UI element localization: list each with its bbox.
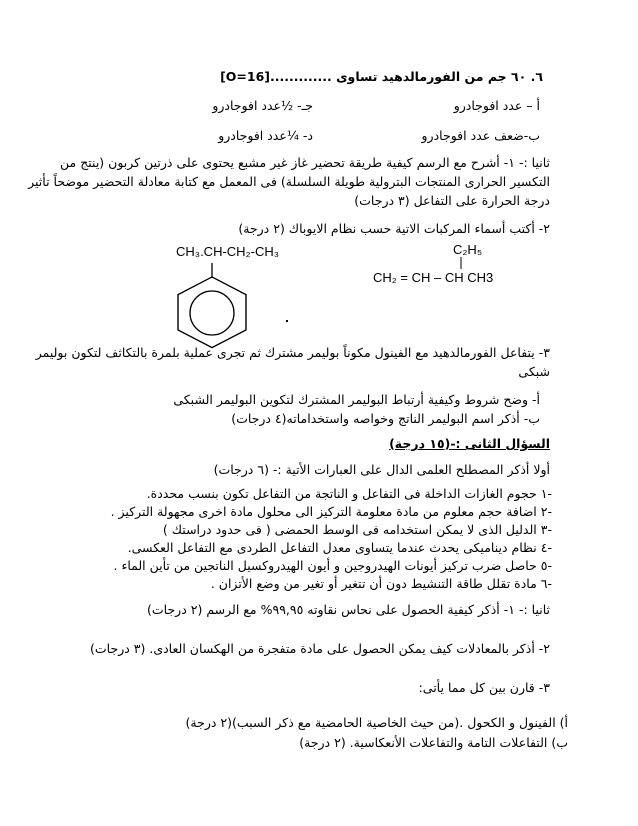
compare-a: أ) الفينول و الكحول .(من حيث الخاصية الحامضية مع ذكر السبب)(٢ درجة): [185, 715, 568, 730]
list-item: [114, 558, 553, 574]
part2-q3-line2: شبكى: [518, 364, 550, 379]
item-number: -٢: [540, 504, 552, 519]
part2-q2: ٢- أكتب أسماء المركبات الاتية حسب نظام الايوباك (٢ درجة): [238, 221, 550, 236]
part2-q1-line1: ثانيا :- ١- أشرح مع الرسم كيفية طريقة تحضير غاز غير مشبع يحتوى على ذرتين كربون (ينتج من: [60, 155, 550, 170]
chem-formula-main: CH₂ = CH – CH CH3: [373, 270, 494, 285]
item-text: حاصل ضرب تركيز أيونات الهيدروجين و أيون الهيدروكسيل الناتجين من تأين الماء .: [113, 558, 537, 573]
item-text: اضافة حجم معلوم من مادة معلومة التركيز الى محلول مادة اخرى مجهولة التركيز .: [110, 504, 537, 519]
list-item: [128, 540, 552, 556]
item-number: -٣: [540, 522, 552, 537]
item-text: نظام ديناميكى يحدث عندما يتساوى معدل التفاعل الطردى مع التفاعل العكسى.: [127, 540, 537, 555]
list-item: [211, 576, 552, 592]
item-text: مادة تقلل طاقة التنشيط دون أن تتغير أو تغير من وضع الأتزان .: [210, 576, 537, 591]
benzene-ring-diagram: [175, 263, 265, 353]
dot-mark: [286, 320, 288, 322]
part2-q1-line2: التكسير الحرارى المنتجات البترولية طويلة السلسلة) فى المعمل مع كتابة معادلة التحضير موضحاً تأثير: [28, 174, 550, 189]
q6-title: ٦. ٦٠ جم من الفورمالدهيد تساوى .............[O=16]: [220, 69, 543, 84]
item-number: -١: [540, 486, 552, 501]
list-item: [147, 486, 552, 502]
section2-second-q1: ثانيا :- ١- أذكر كيفية الحصول على نحاس نقاوته ٩٩,٩٥% مع الرسم (٢ درجات): [147, 602, 550, 617]
list-item: [163, 522, 552, 538]
compare-b: ب) التفاعلات التامة والتفاعلات الأنعكاسية. (٢ درجة): [299, 735, 568, 750]
chem-formula-left: CH₃.CH-CH₂-CH₃: [176, 244, 280, 259]
bond-line: [459, 257, 463, 269]
item-number: -٤: [540, 540, 552, 555]
q6-option-j: جـ- ½عدد افوجادرو: [212, 98, 313, 113]
list-item: [111, 504, 552, 520]
section2-first: أولا أذكر المصطلح العلمى الدال على العبارات الأتية :- (٦ درجات): [213, 462, 550, 477]
chem-formula-top: C₂H₅: [453, 242, 483, 257]
item-number: -٦: [540, 576, 552, 591]
part2-q3-a: أ- وضح شروط وكيفية أرتباط البوليمر المشترك لتكوين البوليمر الشبكى: [173, 392, 540, 407]
part2-q3-line1: ٣- يتفاعل الفورمالدهيد مع الفينول مكوناً بوليمر مشترك ثم تجرى عملية بلمرة بالتكاثف لتكون بوليمر: [35, 345, 550, 360]
item-number: -٥: [540, 558, 552, 573]
part2-q1-line3: درجة الحرارة على التفاعل (٣ درجات): [354, 193, 550, 208]
q6-option-d: د- ¼عدد افوجادرو: [218, 128, 313, 143]
q6-option-b: ب-ضعف عدد افوجادرو: [421, 128, 540, 143]
section2-second-q3: ٣- قارن بين كل مما يأتى:: [418, 680, 550, 695]
part2-q3-b: ب- أذكر اسم البوليمر الناتج وخواصه واستخداماته(٤ درجات): [231, 411, 540, 426]
section2-heading: السؤال الثانى :-(١٥ درجة): [389, 436, 550, 451]
q6-option-a: أ – عدد افوجادرو: [453, 98, 540, 113]
section2-second-q2: ٢- أذكر بالمعادلات كيف يمكن الحصول على مادة متفجرة من الهكسان العادى. (٣ درجات): [90, 641, 550, 656]
item-text: الدليل الذى لا يمكن استخدامه فى الوسط الحمضى ( فى حدود دراستك ): [162, 522, 537, 537]
item-text: حجوم الغازات الداخلة فى التفاعل و الناتجة من التفاعل تكون بنسب محددة.: [146, 486, 537, 501]
